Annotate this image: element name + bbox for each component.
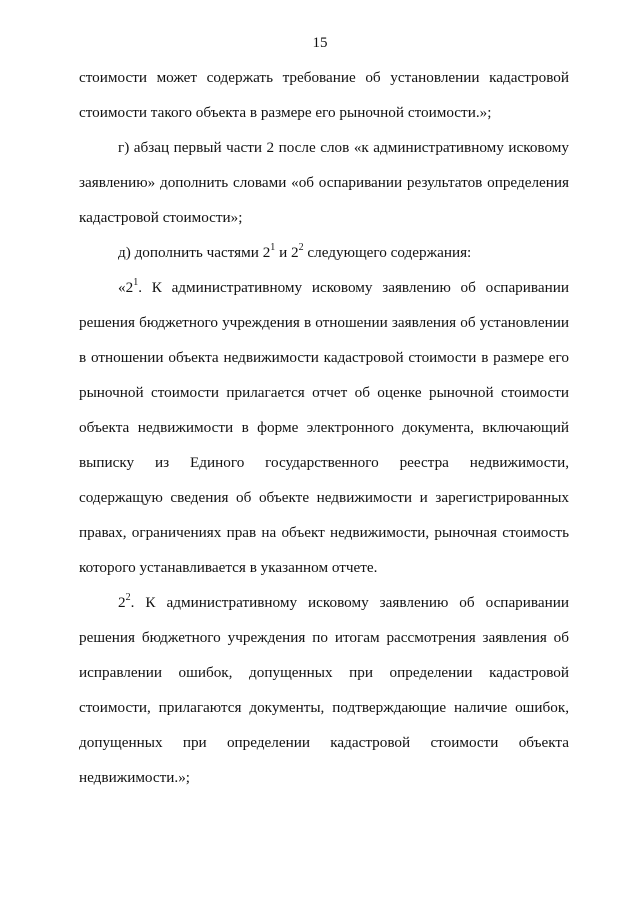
text-line: содержащую сведения об объекте недвижимости и зарегистрированных (79, 489, 569, 506)
text-line: стоимости, прилагаются документы, подтверждающие наличие ошибок, (79, 699, 569, 716)
text-line: стоимости может содержать требование об установлении кадастровой (79, 69, 569, 86)
page-number: 15 (312, 35, 328, 51)
superscript: 2 (125, 591, 131, 603)
text-line: правах, ограничениях прав на объект недвижимости, рыночная стоимость (79, 524, 569, 541)
superscript: 2 (298, 241, 304, 253)
text-line: недвижимости.»; (79, 769, 191, 786)
text-line: решения бюджетного учреждения по итогам рассмотрения заявления об (79, 629, 569, 646)
text-fragment: . К административному исковому заявлению об оспаривании (130, 594, 569, 611)
text-line: объекта недвижимости в форме электронного документа, включающий (79, 419, 569, 436)
text-line: допущенных при определении кадастровой стоимости объекта (79, 734, 569, 751)
text-line: кадастровой стоимости»; (79, 209, 243, 226)
text-line: стоимости такого объекта в размере его рыночной стоимости.»; (79, 104, 492, 121)
text-line: в отношении объекта недвижимости кадастровой стоимости в размере его (79, 349, 569, 366)
text-line: решения бюджетного учреждения в отношении заявления об установлении (79, 314, 569, 331)
text-line: выписку из Единого государственного реестра недвижимости, (79, 454, 569, 471)
text-fragment: следующего содержания: (303, 244, 472, 261)
text-fragment: «2 (118, 279, 134, 296)
text-fragment: и 2 (275, 244, 299, 261)
text-fragment: д) дополнить частями 2 (118, 244, 271, 261)
text-line: заявлению» дополнить словами «об оспаривании результатов определения (79, 174, 569, 191)
text-line (118, 243, 569, 263)
superscript: 1 (133, 276, 139, 288)
text-line: рыночной стоимости прилагается отчет об оценке рыночной стоимости (79, 384, 569, 401)
text-line: г) абзац первый части 2 после слов «к административному исковому (118, 139, 569, 156)
text-line (118, 278, 569, 298)
text-line (118, 593, 569, 613)
text-fragment: . К административному исковому заявлению об оспаривании (138, 279, 569, 296)
text-line: которого устанавливается в указанном отчете. (79, 559, 378, 576)
superscript: 1 (270, 241, 276, 253)
text-fragment: 2 (118, 594, 126, 611)
text-line: исправлении ошибок, допущенных при определении кадастровой (79, 664, 569, 681)
